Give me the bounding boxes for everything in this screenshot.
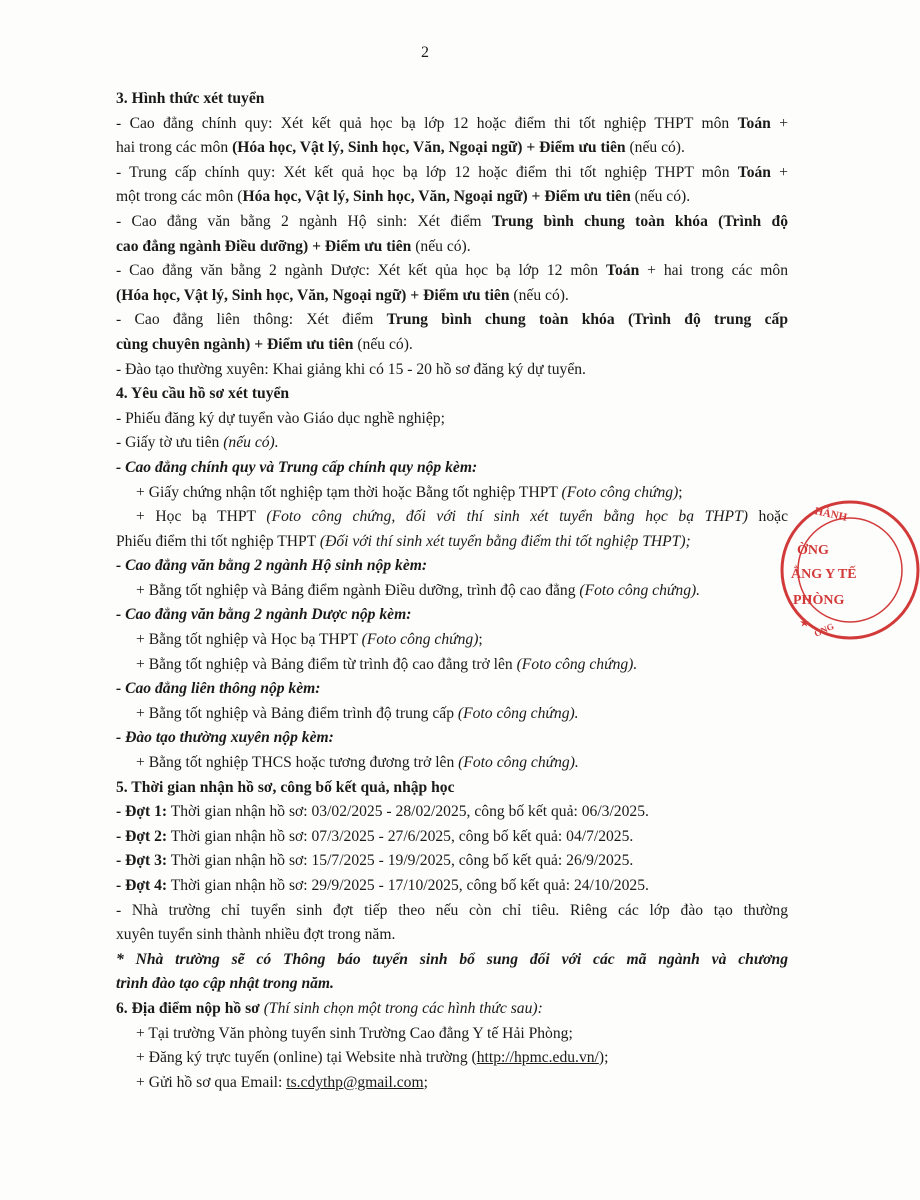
s3-line-6: cao đẳng ngành Điều dưỡng) + Điểm ưu tiên (nếu có).: [116, 237, 471, 255]
s4-subheading-transfer: - Cao đẳng liên thông nộp kèm:: [116, 680, 321, 698]
s5-notice-2: trình đào tạo cập nhật trong năm.: [116, 975, 334, 993]
s4-line-4: + Giấy chứng nhận tốt nghiệp tạm thời hoặc Bằng tốt nghiệp THPT (Foto công chứng);: [136, 483, 683, 501]
section-5-heading: 5. Thời gian nhận hồ sơ, công bố kết quả, nhập học: [116, 778, 455, 796]
page-number: 2: [421, 44, 429, 61]
seal-text-5: ÒNG: [812, 621, 836, 639]
round-1: - Đợt 1: Thời gian nhận hồ sơ: 03/02/2025 - 28/02/2025, công bố kết quả: 06/3/2025.: [116, 803, 649, 821]
s4-line-11: + Bằng tốt nghiệp và Bảng điểm từ trình độ cao đẳng trở lên (Foto công chứng).: [136, 655, 638, 673]
round-3: - Đợt 3: Thời gian nhận hồ sơ: 15/7/2025 - 19/9/2025, công bố kết quả: 26/9/2025.: [116, 852, 634, 870]
s4-line-8: + Bằng tốt nghiệp và Bảng điểm ngành Điều dưỡng, trình độ cao đẳng (Foto công chứng).: [136, 581, 701, 599]
s4-line-15: + Bằng tốt nghiệp THCS hoặc tương đương trở lên (Foto công chứng).: [136, 754, 579, 772]
s4-line-1: - Phiếu đăng ký dự tuyển vào Giáo dục nghề nghiệp;: [116, 409, 445, 427]
s4-line-10: + Bằng tốt nghiệp và Học bạ THPT (Foto công chứng);: [136, 631, 483, 649]
email-link[interactable]: ts.cdythp@gmail.com: [286, 1073, 424, 1091]
s3-line-7: - Cao đẳng văn bằng 2 ngành Dược: Xét kết qủa học bạ lớp 12 môn Toán + hai trong các môn: [116, 262, 789, 280]
website-link[interactable]: http://hpmc.edu.vn/: [476, 1049, 599, 1067]
s4-line-6: Phiếu điểm thi tốt nghiệp THPT (Đối với thí sinh xét tuyển bằng điểm thi tốt nghiệp THPT);: [116, 532, 691, 550]
seal-text-1: HÀNH: [813, 505, 849, 524]
s6-line-1: + Tại trường Văn phòng tuyển sinh Trường Cao đẳng Y tế Hải Phòng;: [136, 1024, 573, 1042]
s3-line-8: (Hóa học, Vật lý, Sinh học, Văn, Ngoại ngữ) + Điểm ưu tiên (nếu có).: [116, 286, 569, 304]
s5-note-1: - Nhà trường chỉ tuyển sinh đợt tiếp theo nếu còn chỉ tiêu. Riêng các lớp đào tạo thường: [116, 901, 788, 919]
section-4-heading: 4. Yêu cầu hồ sơ xét tuyển: [116, 385, 290, 403]
s4-subheading-continuing: - Đào tạo thường xuyên nộp kèm:: [116, 729, 334, 747]
official-seal: [770, 498, 920, 658]
seal-text-2: ỜNG: [797, 543, 829, 558]
s5-notice-1: * Nhà trường sẽ có Thông báo tuyển sinh bổ sung đối với các mã ngành và chương: [116, 950, 788, 968]
seal-text-3: ẲNG Y TẾ: [791, 567, 857, 582]
s4-subheading-regular: - Cao đẳng chính quy và Trung cấp chính quy nộp kèm:: [116, 458, 478, 476]
section-3-heading: 3. Hình thức xét tuyển: [116, 90, 265, 107]
s3-line-10: cùng chuyên ngành) + Điểm ưu tiên (nếu có).: [116, 335, 413, 353]
s3-line-3: - Trung cấp chính quy: Xét kết quả học bạ lớp 12 hoặc điểm thi tốt nghiệp THPT môn Toán +: [116, 163, 788, 181]
document-body: [116, 87, 788, 1095]
s3-line-9: - Cao đẳng liên thông: Xét điểm Trung bình chung toàn khóa (Trình độ trung cấp: [116, 311, 788, 329]
s6-line-3: + Gửi hồ sơ qua Email: ts.cdythp@gmail.com;: [136, 1073, 428, 1091]
seal-star-icon: ★: [800, 618, 809, 629]
round-4: - Đợt 4: Thời gian nhận hồ sơ: 29/9/2025 - 17/10/2025, công bố kết quả: 24/10/2025.: [116, 877, 649, 894]
round-2: - Đợt 2: Thời gian nhận hồ sơ: 07/3/2025 - 27/6/2025, công bố kết quả: 04/7/2025.: [116, 827, 634, 845]
seal-text-4: PHÒNG: [793, 593, 845, 608]
s6-line-2: + Đăng ký trực tuyến (online) tại Website nhà trường (http://hpmc.edu.vn/);: [136, 1049, 609, 1067]
s4-line-13: + Bằng tốt nghiệp và Bảng điểm trình độ trung cấp (Foto công chứng).: [136, 704, 579, 722]
s3-line-5: - Cao đẳng văn bằng 2 ngành Hộ sinh: Xét điểm Trung bình chung toàn khóa (Trình độ: [116, 212, 788, 230]
s3-line-1: - Cao đẳng chính quy: Xét kết quả học bạ lớp 12 hoặc điểm thi tốt nghiệp THPT môn Toán +: [116, 114, 788, 132]
s3-line-2: hai trong các môn (Hóa học, Vật lý, Sinh học, Văn, Ngoại ngữ) + Điểm ưu tiên (nếu có).: [116, 139, 685, 157]
s4-subheading-midwife: - Cao đẳng văn bằng 2 ngành Hộ sinh nộp kèm:: [116, 557, 428, 575]
section-6-heading: 6. Địa điểm nộp hồ sơ (Thí sinh chọn một trong các hình thức sau):: [116, 999, 543, 1017]
s5-note-2: xuyên tuyển sinh thành nhiều đợt trong năm.: [116, 926, 396, 944]
s4-subheading-pharmacy: - Cao đẳng văn bằng 2 ngành Dược nộp kèm:: [116, 606, 412, 624]
s4-line-2: - Giấy tờ ưu tiên (nếu có).: [116, 434, 279, 452]
s3-line-11: - Đào tạo thường xuyên: Khai giảng khi có 15 - 20 hồ sơ đăng ký dự tuyển.: [116, 360, 586, 378]
s4-line-5: + Học bạ THPT (Foto công chứng, đối với thí sinh xét tuyển bằng học bạ THPT) hoặc: [136, 508, 788, 526]
s3-line-4: một trong các môn (Hóa học, Vật lý, Sinh học, Văn, Ngoại ngữ) + Điểm ưu tiên (nếu có).: [116, 188, 691, 206]
